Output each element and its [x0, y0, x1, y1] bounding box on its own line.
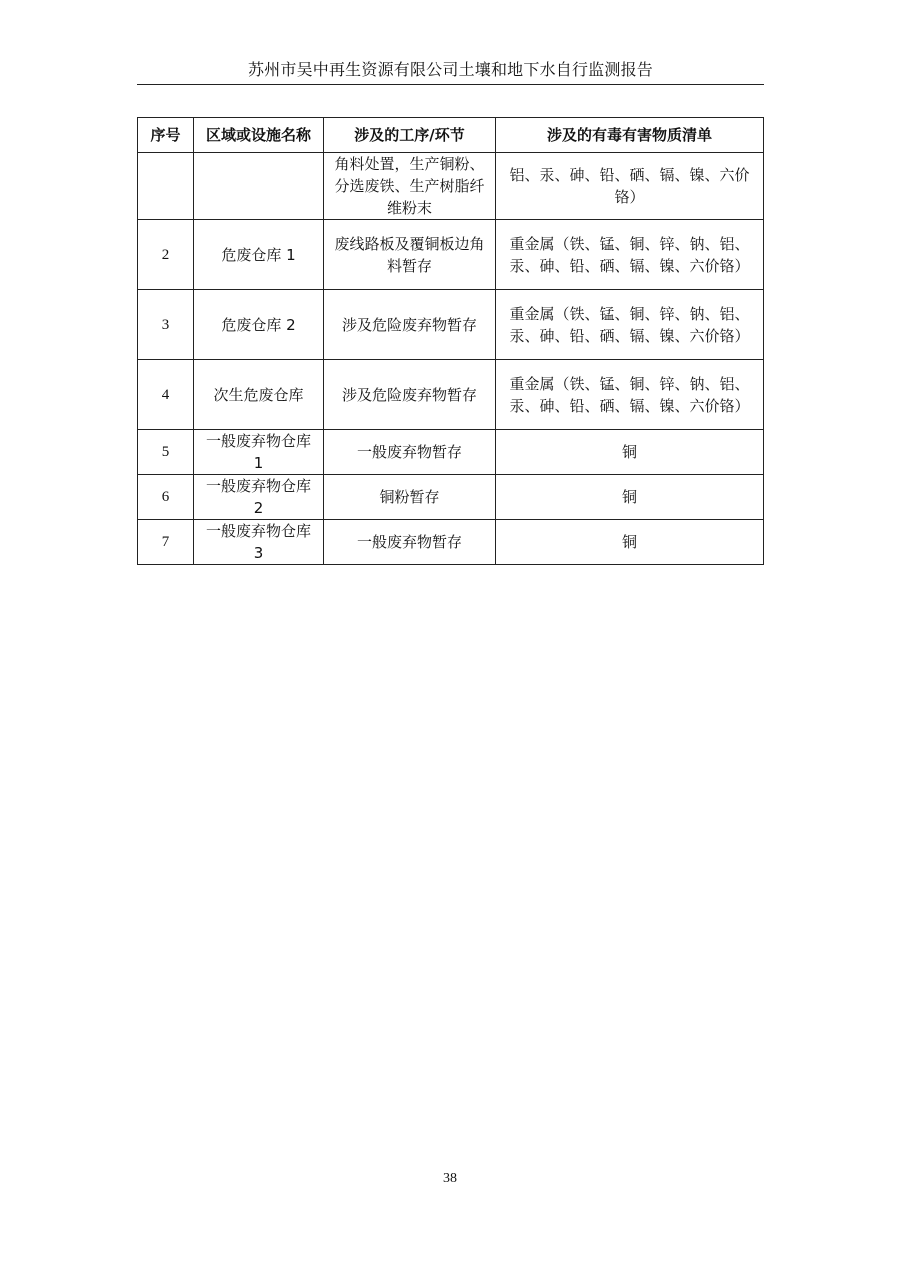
- cell-substances: 重金属（铁、锰、铜、锌、钠、铝、汞、砷、铅、硒、镉、镍、六价铬）: [496, 290, 764, 360]
- table-row: [138, 360, 764, 430]
- cell-substances: 铝、汞、砷、铅、硒、镉、镍、六价铬）: [496, 153, 764, 220]
- cell-no: 7: [138, 520, 194, 565]
- table-header-row: [138, 118, 764, 153]
- cell-no: 4: [138, 360, 194, 430]
- cell-process: 一般废弃物暂存: [324, 520, 496, 565]
- cell-area: 一般废弃物仓库 3: [194, 520, 324, 565]
- cell-process: 铜粉暂存: [324, 475, 496, 520]
- table-row: [138, 520, 764, 565]
- cell-process: 涉及危险废弃物暂存: [324, 360, 496, 430]
- cell-process: 废线路板及覆铜板边角料暂存: [324, 220, 496, 290]
- cell-area: 危废仓库 2: [194, 290, 324, 360]
- cell-substances: 铜: [496, 430, 764, 475]
- cell-substances: 重金属（铁、锰、铜、锌、钠、铝、汞、砷、铅、硒、镉、镍、六价铬）: [496, 220, 764, 290]
- table-row: [138, 475, 764, 520]
- cell-no: 5: [138, 430, 194, 475]
- cell-no: 3: [138, 290, 194, 360]
- table-row: [138, 290, 764, 360]
- cell-process: 涉及危险废弃物暂存: [324, 290, 496, 360]
- column-header-substances: 涉及的有毒有害物质清单: [496, 118, 764, 153]
- column-header-area: 区域或设施名称: [194, 118, 324, 153]
- table-row: [138, 220, 764, 290]
- cell-process: 一般废弃物暂存: [324, 430, 496, 475]
- table-row: [138, 153, 764, 220]
- header-rule: [137, 84, 764, 85]
- cell-substances: 重金属（铁、锰、铜、锌、钠、铝、汞、砷、铅、硒、镉、镍、六价铬）: [496, 360, 764, 430]
- cell-area: 一般废弃物仓库 2: [194, 475, 324, 520]
- page-number: 38: [443, 1171, 457, 1186]
- cell-substances: 铜: [496, 475, 764, 520]
- cell-process: 角料处置，生产铜粉、分选废铁、生产树脂纤维粉末: [324, 153, 496, 220]
- cell-no: 2: [138, 220, 194, 290]
- column-header-process: 涉及的工序/环节: [324, 118, 496, 153]
- cell-no: [138, 153, 194, 220]
- column-header-no: 序号: [138, 118, 194, 153]
- cell-area: 危废仓库 1: [194, 220, 324, 290]
- substance-table: [137, 117, 764, 565]
- cell-no: 6: [138, 475, 194, 520]
- cell-area: 一般废弃物仓库 1: [194, 430, 324, 475]
- cell-area: 次生危废仓库: [194, 360, 324, 430]
- table-row: [138, 430, 764, 475]
- cell-area: [194, 153, 324, 220]
- cell-substances: 铜: [496, 520, 764, 565]
- page-header-title: 苏州市吴中再生资源有限公司土壤和地下水自行监测报告: [247, 60, 653, 79]
